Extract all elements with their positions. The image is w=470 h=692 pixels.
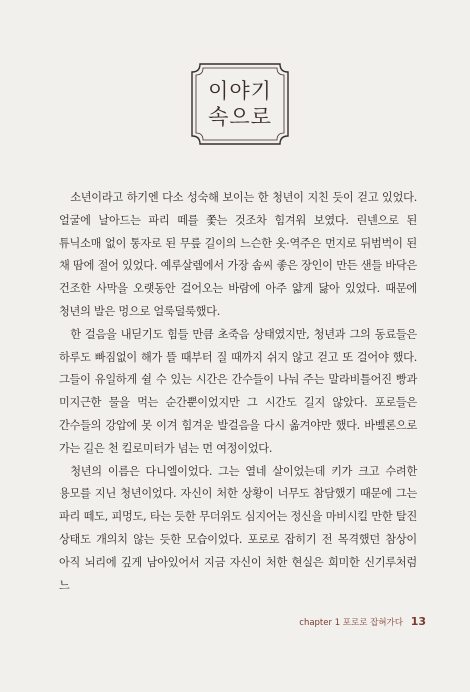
chapter-title-line-1: 이야기: [208, 79, 272, 103]
running-footer-chapter: chapter 1 포로로 잡혀가다: [299, 618, 403, 628]
paragraph-3: 청년의 이름은 다니엘이었다. 그는 열네 살이었는데 키가 크고 수려한 용모를 지닌 청년이었다. 자신이 처한 상황이 너무도 참담했기 때문에 그는 파리 떼도, 피멍도, 타는 듯한 무더위도 심지어는 정신을 마비시킬 만한 탈진 상태도 개의치 않는 듯한 모습이었다. 포로로 잡히기 전 목격했던 참상이 아직 뇌리에 깊게 남아있어서 지금 자신이 처한 현실은 희미한 신기루처럼 느: [59, 464, 417, 592]
body-text: [59, 187, 417, 597]
page-footer: [299, 615, 426, 628]
chapter-title: [186, 78, 294, 130]
chapter-title-line-2: 속으로: [208, 105, 272, 129]
paragraph-1: 소년이라고 하기엔 다소 성숙해 보이는 한 청년이 지친 듯이 걷고 있었다. 얼굴에 날아드는 파리 떼를 쫓는 것조차 힘겨워 보였다. 린넨으로 된 튜닉소매 없이 통자로 된 무릎 길이의 느슨한 옷·역주은 먼지로 뒤범벅이 된 채 땀에 절어 있었다. 예루살렘에서 가장 솜씨 좋은 장인이 만든 샌들 바닥은 건조한 사막을 오랫동안 걸어오는 바람에 아주 얇게 닳아 있었다. 때문에 청년의 발은 멍으로 얼룩덜룩했다.: [59, 191, 417, 318]
chapter-title-frame: [186, 58, 294, 150]
page-number: 13: [410, 615, 426, 628]
paragraph-2: 한 걸음을 내딛기도 힘들 만큼 초죽음 상태였지만, 청년과 그의 동료들은 하루도 빠짐없이 해가 뜰 때부터 질 때까지 쉬지 않고 걷고 또 걸어야 했다. 그들이 유일하게 쉴 수 있는 시간은 간수들이 나눠 주는 말라비틀어진 빵과 미지근한 물을 먹는 순간뿐이었지만 그 시간도 길지 않았다. 포로들은 간수들의 강압에 못 이겨 힘겨운 발걸음을 다시 옮겨야만 했다. 바벨론으로 가는 길은 천 킬로미터가 넘는 먼 여정이었다.: [59, 327, 417, 455]
